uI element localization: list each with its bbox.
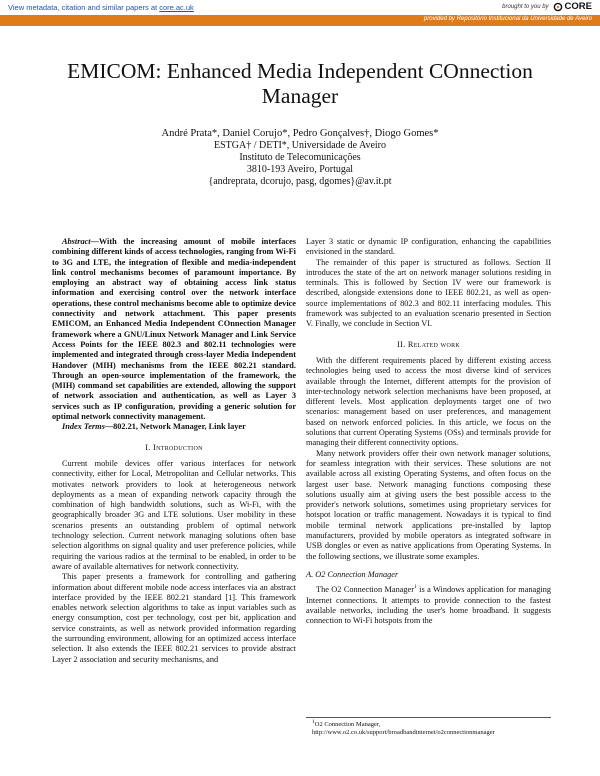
affiliation: ESTGA† / DETI*, Universidade de Aveiro [214,140,386,151]
section-heading-related-work: II. Related work [396,339,461,349]
core-metadata-link[interactable] [8,3,194,12]
footnote-ref[interactable]: 1 [414,584,417,591]
index-terms-label: Index Terms [62,422,105,432]
core-logo-icon [553,2,563,12]
subsection-heading-o2: A. O2 Connection Manager [306,569,399,579]
intro-paragraph-3: Layer 3 static or dynamic IP configuration, enhancing the capabilities envisioned in the standard. [306,237,551,257]
abstract [52,237,296,422]
intro-paragraph-4: The remainder of this paper is structured as follows. Section II introduces the state of the art on network manager solutions residing in terminals. This is followed by Section IV were our framework is described, alongside extensions done to IEEE 802.21, as well as open-source implementations of 802.3 and 802.11 interfacing modules. This framework was subjected to an evaluation scenario presented in Section V. Finally, we conclude in Section VI. [306,257,551,329]
core-link-text: View metadata, citation and similar papers at [8,3,160,12]
author-names: André Prata*, Daniel Corujo*, Pedro Gonçalves†, Diogo Gomes* [161,128,439,139]
section-heading-introduction: I. Introduction [145,442,203,452]
o2-paragraph-start: The O2 Connection Manager [316,585,414,595]
right-column [306,237,551,626]
footnote-text[interactable]: O2 Connection Manager, http://www.o2.co.uk/support/broadbandinternet/o2connectionmanager [312,721,495,736]
paper-title: EMICOM: Enhanced Media Independent COnnection Manager [67,59,533,108]
core-logo[interactable] [553,1,592,12]
core-brand[interactable] [502,1,592,12]
index-terms [52,422,296,432]
footnote [306,717,551,737]
brought-by-text: brought to you by [502,3,549,10]
related-paragraph-1: With the different requirements placed by different existing access technologies being used to access the most diverse kind of services available through the Internet, different attempts for the provision of inter-technology network selection mechanisms have been proposed, at different levels. Most application deployments target one of two scenarios: management based on user preferences, and management based on network enforced policies. In this article, we focus on the solutions that current Operating Systems (OSs) and terminals provide for managing their different connectivity options. [306,355,551,448]
o2-paragraph-rest: is a Windows application for managing Internet connections. It attempts to provide connection to the fastest available networks, including the user's home broadband. It suggests connection to Wi-Fi hotspots from the [306,585,551,626]
address: 3810-193 Aveiro, Portugal [246,164,354,175]
related-paragraph-2: Many network providers offer their own network manager solutions, for seamless integration with their services. These solutions are not available across all existing Operating Systems, and often focus on the largest user base. Network managing functions composing these solutions usually aim at giving users the best possible access to the provider's network solutions, sometimes using proprietary services for hotspot location or traffic management. Nowadays it is typical to find mobile terminal network applications pre-installed by laptop manufacturers, provided by mobile operators as integrated software in USB dongles or even as native applications from Operating Systems. In the following sections, we illustrate some examples. [306,448,551,561]
core-logo-text: CORE [564,1,592,12]
provided-by-text[interactable]: provided by Repositório Institucional da Universidade de Aveiro [423,16,592,22]
emails: {andreprata, dcorujo, pasg, dgomes}@av.it.pt [208,176,392,187]
left-column [52,237,296,665]
intro-paragraph-1: Current mobile devices offer various interfaces for network connectivity, either for Local, Metropolitan and Cellular networks. This motivates network providers to look at heterogeneous network deployments as a mean of expanding network capacity through the combination of high bandwidth solutions, such as Wi-Fi, with the geographically broader 3G and LTE solutions. User mobility in these scenarios presents an outstanding problem of optimal network technology selection. Current network managing solutions often base selection algorithms on signal quality and user preference policies, while requiring the various radios at the terminal to be enabled, in order to be aware of available alternatives for network connectivity. [52,458,296,571]
author-block [40,127,560,188]
abstract-label: Abstract [62,237,91,246]
provided-by-bar [0,15,600,26]
o2-paragraph [306,585,551,626]
abstract-text: —With the increasing amount of mobile interfaces combining different kinds of access technologies, ranging from Wi-Fi to 3G and LTE, the integration of flexible and media-independent link control mechanisms becomes of paramount importance. By employing an abstract way of obtaining access link status information and exercising control over the network interface operations, these control mechanisms become able to optimize device connectivity and network attachment. This paper presents EMICOM, an Enhanced Media Independent COnnection Manager framework where a GNU/Linux Network Manager and Link Service Access Points for the IEEE 802.3 and 802.11 technologies were implemented and integrated through cross-layer Media Independent Handover (MIH) mechanisms from the IEEE 802.21 standard. Through an open-source implementation of the framework, the (MIH) command set capabilities are extended, allowing the support of network association and authentication, as well as Layer 3 services such as IP configuration, providing a generic solution for optimal network connectivity management. [52,237,296,422]
index-terms-text: —802.21, Network Manager, Link layer [104,422,246,432]
institute: Instituto de Telecomunicações [239,152,361,163]
footnote-number: 1 [312,718,315,725]
core-banner [0,0,600,26]
intro-paragraph-2: This paper presents a framework for controlling and gathering information about different mobile node access interfaces via an abstract interface provided by the IEEE 802.21 standard [1]. This framework enables network selection algorithms to take as input variables such as energy consumption, cost per technology, cost per bit, application and service constraints, as well as network provided information regarding the surrounding environment, allowing for an optimized access interface selection. It also extends the IEEE 802.21 services to provide abstract Layer 2 association and security mechanisms, and [52,572,296,664]
core-link-url[interactable]: core.ac.uk [159,3,194,12]
